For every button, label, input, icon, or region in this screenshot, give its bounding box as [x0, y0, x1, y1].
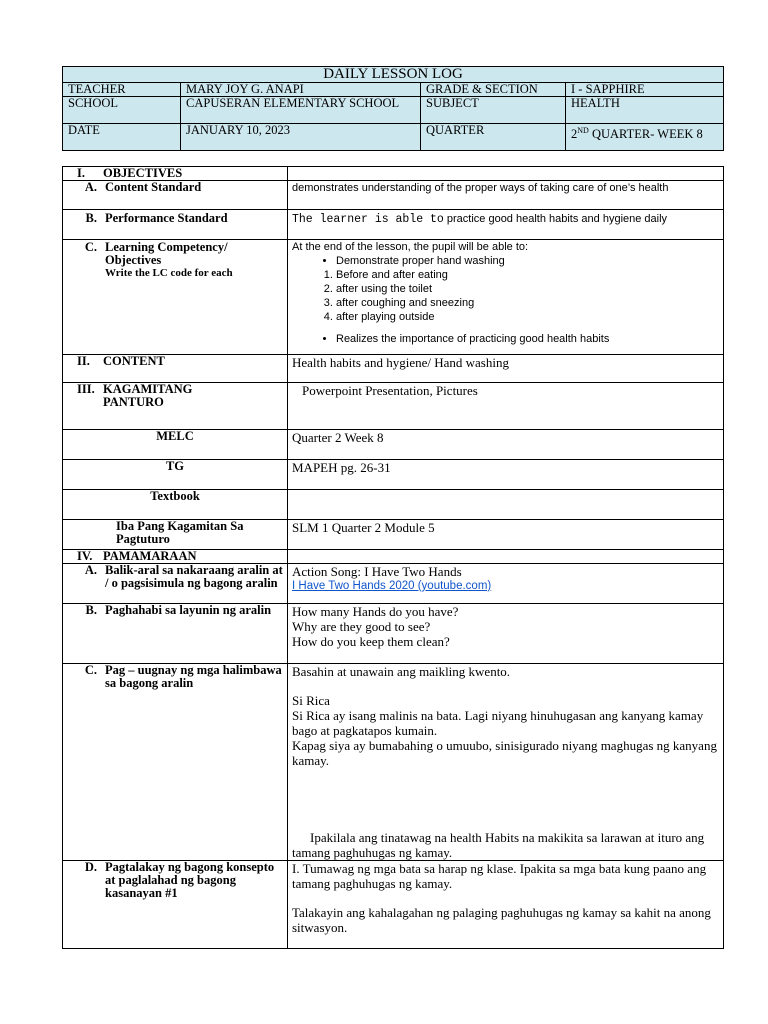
textbook-label: Textbook: [63, 490, 288, 520]
objective-item: 4. after playing outside: [336, 310, 719, 324]
melc-label: MELC: [63, 430, 288, 460]
youtube-link[interactable]: I Have Two Hands 2020 (youtube.com): [292, 580, 492, 592]
procedure-heading: IV. PAMAMARAAN: [63, 550, 288, 564]
content-heading: II. CONTENT: [63, 355, 288, 383]
learning-competency-value: At the end of the lesson, the pupil will be able to: • Demonstrate proper hand washing 1. Before and after eating 2. after using the toilet 3. after coughing and sneezing 4. after playing outside • Realizes the importance of practicing good health habits: [288, 240, 724, 355]
performance-standard-value: The learner is able to practice good health habits and hygiene daily: [288, 210, 724, 240]
content-standard-value: demonstrates understanding of the proper ways of taking care of one’s health: [288, 181, 724, 210]
quarter-value: 2ND QUARTER- WEEK 8: [566, 124, 724, 151]
teacher-label: TEACHER: [63, 83, 181, 97]
lesson-log-header: [62, 66, 724, 151]
tg-value: MAPEH pg. 26-31: [288, 460, 724, 490]
tg-label: TG: [63, 460, 288, 490]
teacher-value: MARY JOY G. ANAPI: [181, 83, 421, 97]
date-label: DATE: [63, 124, 181, 151]
objectives-list: [292, 268, 719, 324]
melc-value: Quarter 2 Week 8: [288, 430, 724, 460]
discussion-value: I. Tumawag ng mga bata sa harap ng klase. Ipakita sa mga bata kung paano ang tamang paghuhugas ng kamay. Talakayin ang kahalagahan ng palaging paghuhugas ng kamay sa kahit na anong sitwasyon.: [288, 861, 724, 949]
textbook-value: [288, 490, 724, 520]
discussion-label: D. Pagtalakay ng bagong konsepto at paglalahad ng bagong kasanayan #1: [63, 861, 288, 949]
examples-label: C. Pag – uugnay ng mga halimbawa sa bagong aralin: [63, 664, 288, 861]
subject-label: SUBJECT: [421, 97, 566, 124]
performance-standard-label: B. Performance Standard: [63, 210, 288, 240]
school-value: CAPUSERAN ELEMENTARY SCHOOL: [181, 97, 421, 124]
objective-item: 2. after using the toilet: [336, 282, 719, 296]
grade-value: I - SAPPHIRE: [566, 83, 724, 97]
content-value: Health habits and hygiene/ Hand washing: [288, 355, 724, 383]
objective-item: 1. Before and after eating: [336, 268, 719, 282]
purpose-label: B. Paghahabi sa layunin ng aralin: [63, 604, 288, 664]
page-title: DAILY LESSON LOG: [63, 67, 724, 83]
materials-value: Powerpoint Presentation, Pictures: [288, 383, 724, 430]
review-label: A. Balik-aral sa nakaraang aralin at / o pagsisimula ng bagong aralin: [63, 564, 288, 604]
subject-value: HEALTH: [566, 97, 724, 124]
school-label: SCHOOL: [63, 97, 181, 124]
objective-item: 3. after coughing and sneezing: [336, 296, 719, 310]
lesson-plan-table: [62, 166, 724, 949]
date-value: JANUARY 10, 2023: [181, 124, 421, 151]
grade-label: GRADE & SECTION: [421, 83, 566, 97]
content-standard-label: A. Content Standard: [63, 181, 288, 210]
other-materials-label: Iba Pang Kagamitan Sa Pagtuturo: [63, 520, 288, 550]
purpose-value: How many Hands do you have? Why are they good to see? How do you keep them clean?: [288, 604, 724, 664]
review-value: Action Song: I Have Two Hands I Have Two Hands 2020 (youtube.com): [288, 564, 724, 604]
objectives-heading: I. OBJECTIVES: [63, 167, 288, 181]
quarter-label: QUARTER: [421, 124, 566, 151]
examples-value: Basahin at unawain ang maikling kwento. Si Rica Si Rica ay isang malinis na bata. Lagi niyang hinuhugasan ang kanyang kamay bago at pagkatapos kumain. Kapag siya ay bumabahing o umuubo, sinisigurado niyang maghugas ng kanyang kamay. Ipakilala ang tinatawag na health Habits na makikita sa larawan at ituro ang tamang paghuhugas ng kamay.: [288, 664, 724, 861]
materials-heading: III. KAGAMITANG PANTURO: [63, 383, 288, 430]
learning-competency-label: C. Learning Competency/ Objectives Write the LC code for each: [63, 240, 288, 355]
other-materials-value: SLM 1 Quarter 2 Module 5: [288, 520, 724, 550]
